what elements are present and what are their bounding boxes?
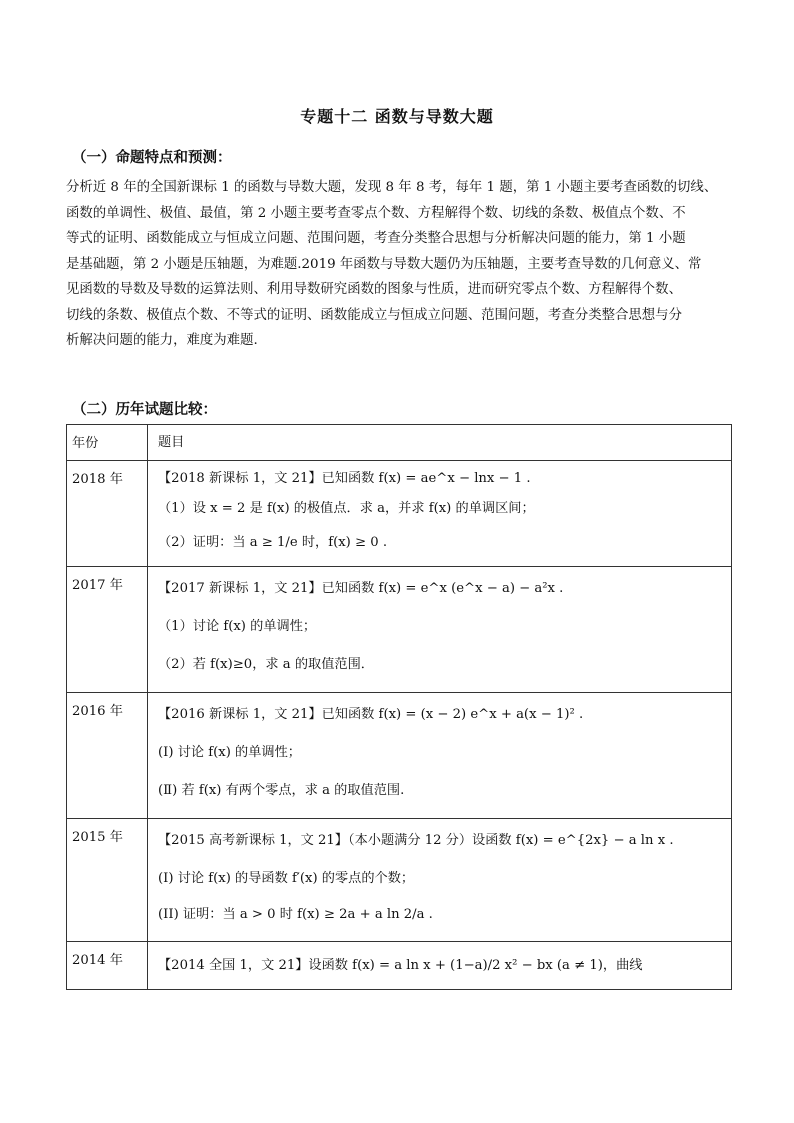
- row-question: [148, 819, 732, 942]
- row-year: 2018 年: [67, 461, 148, 567]
- paragraph-line: 分析近 8 年的全国新课标 1 的函数与导数大题，发现 8 年 8 考，每年 1 题，第 1 小题主要考查函数的切线、: [66, 180, 718, 195]
- paragraph-line: 见函数的导数及导数的运算法则、利用导数研究函数的图象与性质，进而研究零点个数、方程解得个数、: [66, 282, 682, 297]
- header-question: 题目: [148, 425, 732, 461]
- row-year: 2016 年: [67, 693, 148, 819]
- question-line: （1）讨论 f(x) 的单调性；: [158, 619, 317, 634]
- row-year: 2017 年: [67, 567, 148, 693]
- table-row: [67, 567, 732, 693]
- row-question: [148, 693, 732, 819]
- row-year: 2014 年: [67, 942, 148, 990]
- table-row: [67, 461, 732, 567]
- question-line: （2）证明：当 a ≥ 1/e 时，f(x) ≥ 0 .: [158, 535, 388, 550]
- paragraph-line: 等式的证明、函数能成立与恒成立问题、范围问题，考查分类整合思想与分析解决问题的能力，第 1 小题: [66, 231, 686, 246]
- analysis-paragraph: [66, 175, 732, 354]
- question-line: (I) 讨论 f(x) 的单调性；: [158, 745, 301, 760]
- paragraph-line: 切线的条数、极值点个数、不等式的证明、函数能成立与恒成立问题、范围问题，考查分类整合思想与分: [66, 307, 682, 323]
- header-year: 年份: [67, 425, 148, 461]
- table-row: [67, 942, 732, 990]
- section-heading-comparison: （二）历年试题比较：: [72, 401, 217, 418]
- question-line: (II) 证明：当 a > 0 时 f(x) ≥ 2a + a ln 2/a .: [158, 907, 433, 922]
- row-question: [148, 567, 732, 693]
- question-line: 【2015 高考新课标 1，文 21】（本小题满分 12 分）设函数 f(x) = e^{2x} − a ln x .: [158, 833, 674, 848]
- page-title: 专题十二 函数与导数大题: [300, 107, 494, 126]
- table-header-row: [67, 425, 732, 461]
- row-question: [148, 461, 732, 567]
- exam-comparison-table: [66, 424, 732, 990]
- section-heading-features: （一）命题特点和预测：: [72, 149, 232, 166]
- question-line: （2）若 f(x)≥0，求 a 的取值范围．: [158, 657, 374, 672]
- table-row: [67, 819, 732, 942]
- question-line: （1）设 x = 2 是 f(x) 的极值点．求 a，并求 f(x) 的单调区间；: [158, 501, 535, 516]
- question-line: 【2016 新课标 1，文 21】已知函数 f(x) = (x − 2) e^x + a(x − 1)² .: [158, 707, 584, 722]
- question-line: (Ⅱ) 若 f(x) 有两个零点，求 a 的取值范围.: [158, 783, 405, 798]
- question-line: 【2018 新课标 1，文 21】已知函数 f(x) = ae^x − lnx − 1 .: [158, 471, 531, 486]
- question-line: (I) 讨论 f(x) 的导函数 f′(x) 的零点的个数；: [158, 871, 415, 886]
- table-row: [67, 693, 732, 819]
- row-question: [148, 942, 732, 990]
- question-line: 【2014 全国 1，文 21】设函数 f(x) = a ln x + (1−a)/2 x² − bx (a ≠ 1)，曲线: [158, 958, 643, 973]
- paragraph-line: 是基础题，第 2 小题是压轴题，为难题.2019 年函数与导数大题仍为压轴题，主要考查导数的几何意义、常: [66, 256, 702, 272]
- paragraph-line: 析解决问题的能力，难度为难题.: [66, 333, 258, 348]
- row-year: 2015 年: [67, 819, 148, 942]
- paragraph-line: 函数的单调性、极值、最值，第 2 小题主要考查零点个数、方程解得个数、切线的条数、极值点个数、不: [66, 205, 686, 221]
- question-line: 【2017 新课标 1，文 21】已知函数 f(x) = e^x (e^x − a) − a²x .: [158, 581, 564, 596]
